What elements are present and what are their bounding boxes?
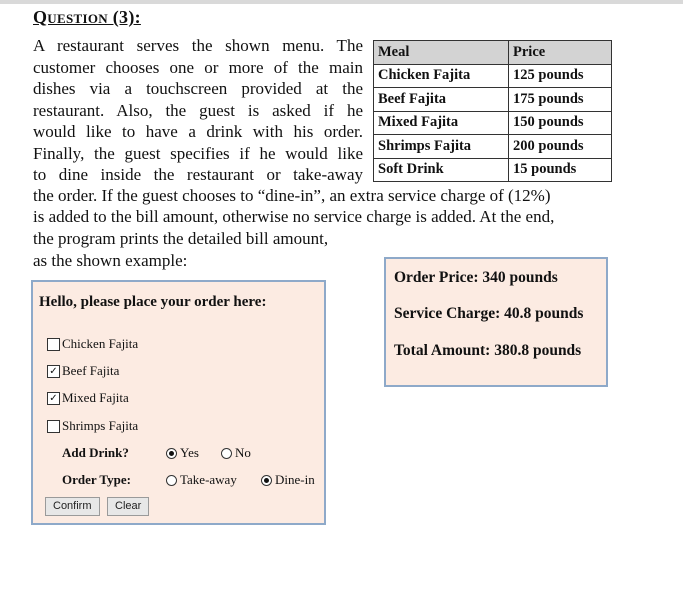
radio-icon (221, 448, 232, 459)
meal-cell: Mixed Fajita (374, 111, 509, 135)
table-row (374, 64, 612, 88)
paragraph-line: restaurant. Also, the guest is asked if he (33, 100, 363, 120)
radio-label: Yes (180, 445, 199, 460)
order-type-label: Order Type: (62, 472, 131, 487)
menu-table (373, 40, 612, 182)
price-header: Price (509, 41, 612, 65)
paragraph-line: Finally, the guest specifies if he would like (33, 143, 363, 163)
takeaway-radio[interactable] (166, 472, 237, 488)
paragraph-line: dishes via a touchscreen provided at the (33, 79, 363, 98)
paragraph-line: to dine inside the restaurant or take-away (33, 165, 363, 184)
drink-yes-radio[interactable] (166, 445, 199, 461)
meal-cell: Soft Drink (374, 158, 509, 182)
price-cell: 150 pounds (509, 111, 612, 135)
checkbox-icon (47, 338, 60, 351)
paragraph-line: the program prints the detailed bill amount, (33, 229, 329, 248)
add-drink-label: Add Drink? (62, 445, 129, 460)
checkbox-icon (47, 420, 60, 433)
checkbox-checked-icon: ✓ (47, 392, 60, 405)
paragraph-line: customer chooses one or more of the main (33, 57, 363, 77)
radio-icon (166, 475, 177, 486)
clear-button[interactable]: Clear (107, 497, 149, 516)
checkbox-label: Shrimps Fajita (62, 418, 139, 433)
radio-label: Dine-in (275, 472, 315, 487)
service-charge-text: Service Charge: 40.8 pounds (394, 305, 584, 322)
confirm-button[interactable]: Confirm (45, 497, 100, 516)
chicken-fajita-checkbox[interactable] (47, 336, 138, 352)
meal-cell: Beef Fajita (374, 88, 509, 112)
dinein-radio[interactable] (261, 472, 315, 488)
question-heading: Question (3): (33, 7, 141, 27)
order-price-text: Order Price: 340 pounds (394, 269, 558, 286)
radio-selected-icon (166, 448, 177, 459)
top-border (0, 0, 683, 4)
meal-cell: Chicken Fajita (374, 64, 509, 88)
price-cell: 15 pounds (509, 158, 612, 182)
question-paragraph (33, 35, 363, 186)
table-row (374, 88, 612, 112)
form-title: Hello, please place your order here: (39, 294, 267, 310)
paragraph-line: as the shown example: (33, 251, 188, 270)
paragraph-line: would like to have a drink with his order. (33, 122, 363, 141)
order-form (31, 280, 326, 525)
checkbox-checked-icon: ✓ (47, 365, 60, 378)
paragraph-line: A restaurant serves the shown menu. The (33, 36, 363, 55)
price-cell: 175 pounds (509, 88, 612, 112)
checkbox-label: Mixed Fajita (62, 390, 129, 405)
bill-result-box (384, 257, 608, 387)
paragraph-line: is added to the bill amount, otherwise no service charge is added. At the end, (33, 207, 555, 226)
table-row (374, 158, 612, 182)
meal-header: Meal (374, 41, 509, 65)
checkbox-label: Beef Fajita (62, 363, 120, 378)
paragraph-line: the order. If the guest chooses to “dine-in”, an extra service charge of (12%) (33, 186, 551, 205)
radio-label: No (235, 445, 251, 460)
checkbox-label: Chicken Fajita (62, 336, 139, 351)
radio-label: Take-away (180, 472, 237, 487)
meal-cell: Shrimps Fajita (374, 135, 509, 159)
drink-no-radio[interactable] (221, 445, 251, 461)
total-amount-text: Total Amount: 380.8 pounds (394, 342, 582, 359)
menu-header-row (374, 41, 612, 65)
beef-fajita-checkbox[interactable] (47, 363, 119, 379)
table-row (374, 135, 612, 159)
shrimps-fajita-checkbox[interactable] (47, 418, 138, 434)
mixed-fajita-checkbox[interactable] (47, 390, 129, 406)
price-cell: 200 pounds (509, 135, 612, 159)
price-cell: 125 pounds (509, 64, 612, 88)
table-row (374, 111, 612, 135)
radio-selected-icon (261, 475, 272, 486)
